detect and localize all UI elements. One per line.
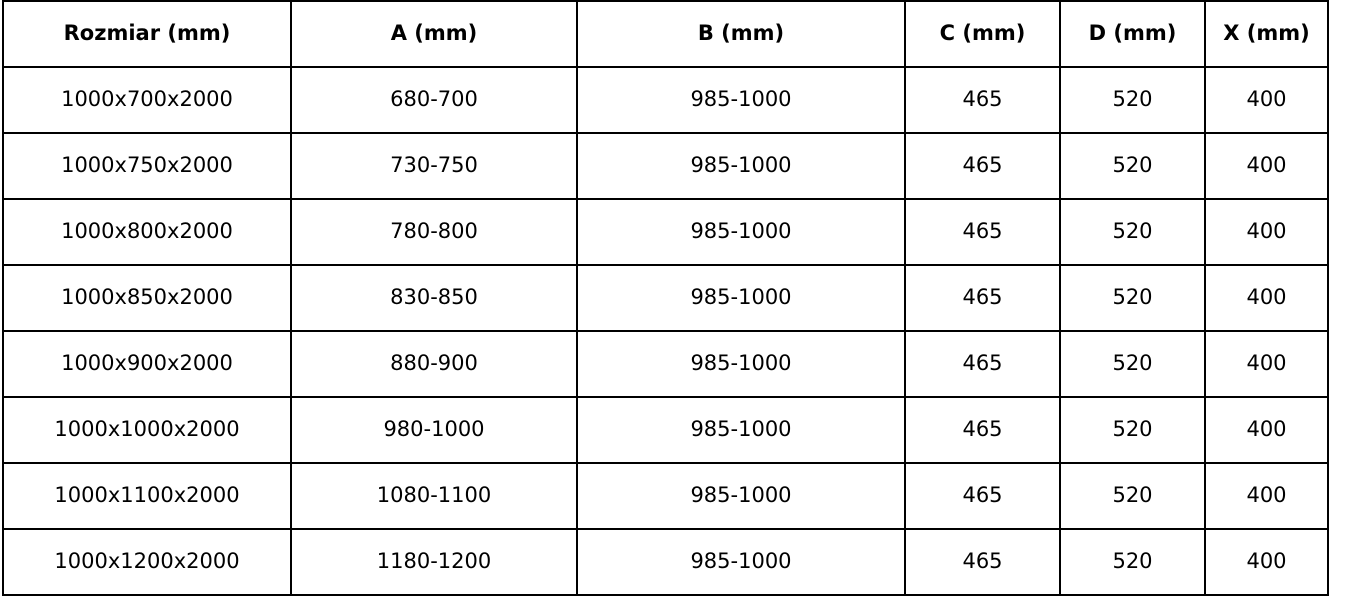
cell-c: 465 — [905, 67, 1060, 133]
cell-x: 400 — [1205, 331, 1328, 397]
cell-rozmiar: 1000x700x2000 — [3, 67, 291, 133]
cell-a: 980-1000 — [291, 397, 577, 463]
cell-d: 520 — [1060, 463, 1205, 529]
cell-b: 985-1000 — [577, 463, 905, 529]
table-header — [3, 1, 1328, 67]
table-row — [3, 199, 1328, 265]
cell-c: 465 — [905, 529, 1060, 595]
table-row — [3, 463, 1328, 529]
cell-c: 465 — [905, 133, 1060, 199]
column-header-d: D (mm) — [1060, 1, 1205, 67]
cell-x: 400 — [1205, 67, 1328, 133]
table-row — [3, 67, 1328, 133]
cell-d: 520 — [1060, 397, 1205, 463]
cell-x: 400 — [1205, 133, 1328, 199]
cell-a: 880-900 — [291, 331, 577, 397]
cell-a: 780-800 — [291, 199, 577, 265]
cell-rozmiar: 1000x750x2000 — [3, 133, 291, 199]
cell-x: 400 — [1205, 265, 1328, 331]
cell-x: 400 — [1205, 529, 1328, 595]
cell-a: 1180-1200 — [291, 529, 577, 595]
table-row — [3, 133, 1328, 199]
column-header-x: X (mm) — [1205, 1, 1328, 67]
dimensions-table — [2, 0, 1329, 596]
cell-a: 730-750 — [291, 133, 577, 199]
cell-c: 465 — [905, 463, 1060, 529]
cell-rozmiar: 1000x1100x2000 — [3, 463, 291, 529]
cell-a: 1080-1100 — [291, 463, 577, 529]
cell-a: 830-850 — [291, 265, 577, 331]
cell-d: 520 — [1060, 529, 1205, 595]
cell-rozmiar: 1000x900x2000 — [3, 331, 291, 397]
cell-x: 400 — [1205, 463, 1328, 529]
cell-rozmiar: 1000x1000x2000 — [3, 397, 291, 463]
column-header-rozmiar: Rozmiar (mm) — [3, 1, 291, 67]
cell-c: 465 — [905, 397, 1060, 463]
cell-x: 400 — [1205, 199, 1328, 265]
cell-c: 465 — [905, 199, 1060, 265]
table-row — [3, 265, 1328, 331]
cell-b: 985-1000 — [577, 199, 905, 265]
table-header-row — [3, 1, 1328, 67]
column-header-b: B (mm) — [577, 1, 905, 67]
cell-b: 985-1000 — [577, 67, 905, 133]
table-row — [3, 529, 1328, 595]
cell-b: 985-1000 — [577, 397, 905, 463]
cell-d: 520 — [1060, 133, 1205, 199]
table-body — [3, 67, 1328, 595]
cell-b: 985-1000 — [577, 331, 905, 397]
table-row — [3, 397, 1328, 463]
cell-d: 520 — [1060, 331, 1205, 397]
cell-rozmiar: 1000x1200x2000 — [3, 529, 291, 595]
cell-a: 680-700 — [291, 67, 577, 133]
cell-x: 400 — [1205, 397, 1328, 463]
cell-d: 520 — [1060, 199, 1205, 265]
table-row — [3, 331, 1328, 397]
cell-c: 465 — [905, 331, 1060, 397]
cell-b: 985-1000 — [577, 265, 905, 331]
cell-b: 985-1000 — [577, 133, 905, 199]
cell-b: 985-1000 — [577, 529, 905, 595]
cell-d: 520 — [1060, 265, 1205, 331]
column-header-a: A (mm) — [291, 1, 577, 67]
cell-rozmiar: 1000x850x2000 — [3, 265, 291, 331]
cell-d: 520 — [1060, 67, 1205, 133]
cell-rozmiar: 1000x800x2000 — [3, 199, 291, 265]
cell-c: 465 — [905, 265, 1060, 331]
column-header-c: C (mm) — [905, 1, 1060, 67]
